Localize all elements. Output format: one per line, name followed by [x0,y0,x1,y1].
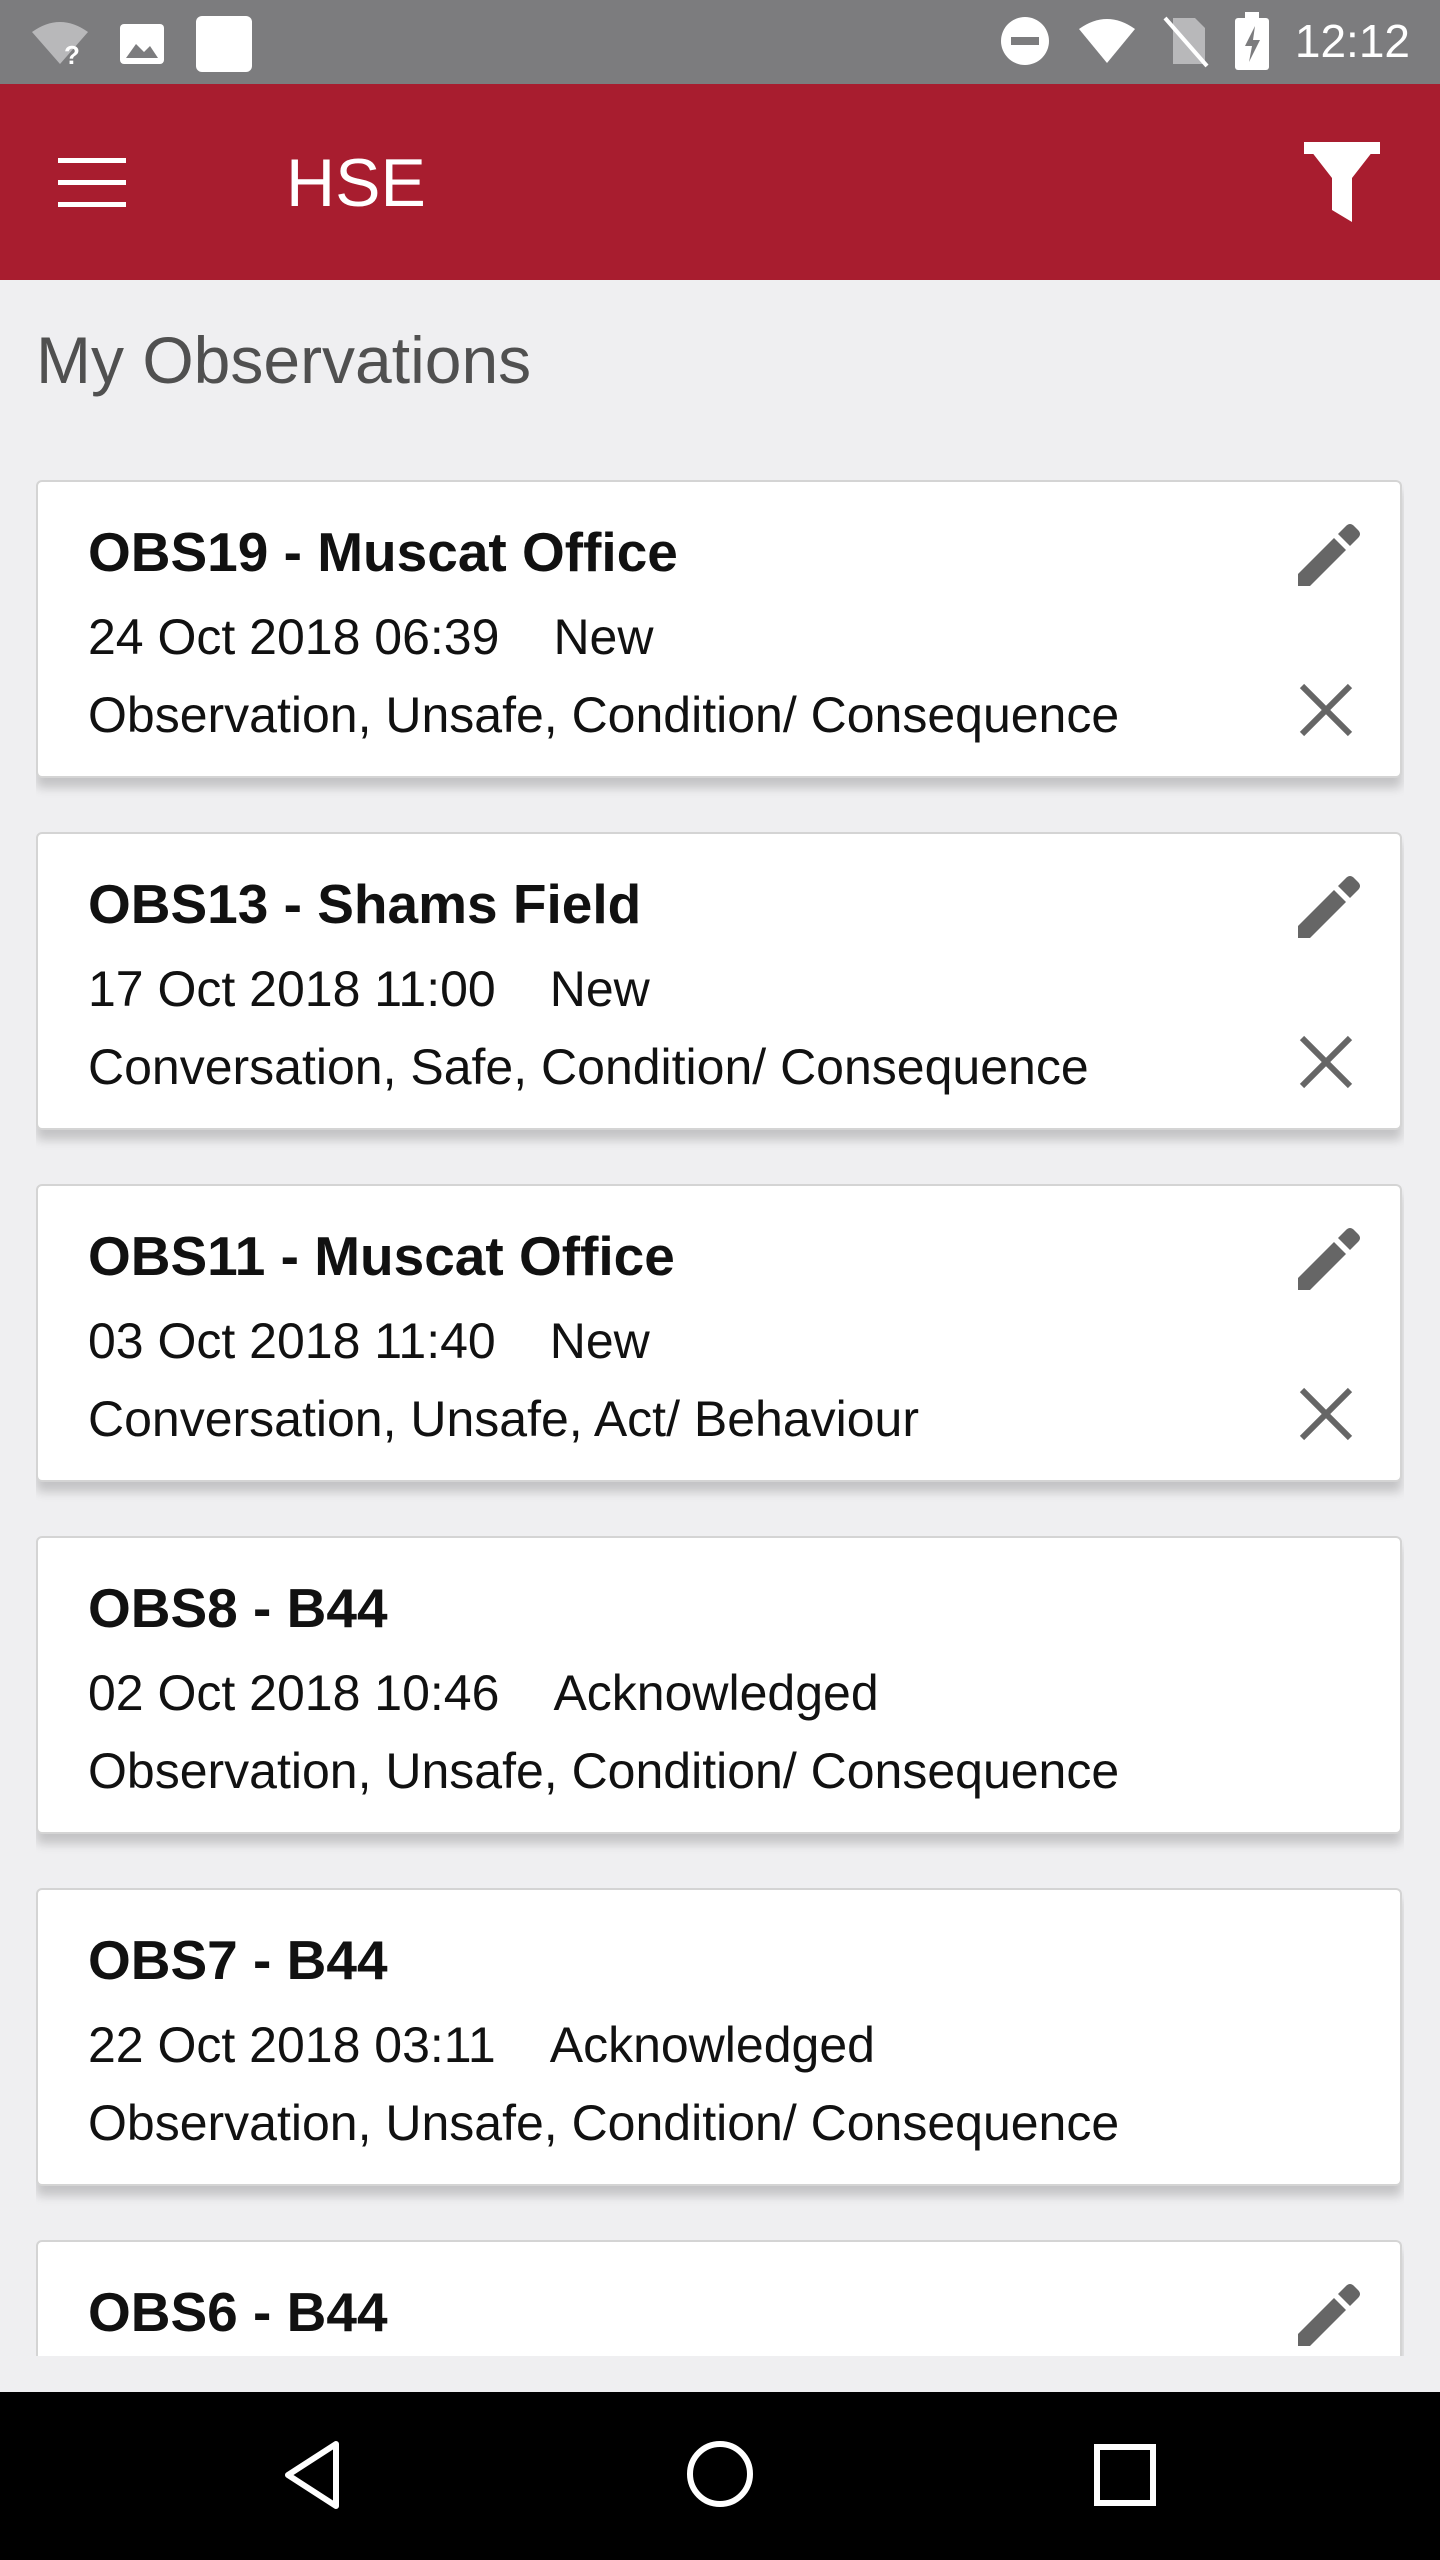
observation-card[interactable] [36,832,1402,1130]
observation-title: OBS6 - B44 [88,2281,388,2343]
observation-details: Conversation, Unsafe, Act/ Behaviour [88,1391,920,1447]
no-sim-icon [1163,14,1209,68]
close-icon[interactable] [1298,682,1354,738]
observation-status: Acknowledged [549,2017,875,2073]
square-icon [194,14,254,74]
observation-status: New [553,609,654,665]
edit-icon[interactable] [1292,874,1362,944]
dnd-icon [999,15,1051,67]
page-title: My Observations [36,323,532,397]
battery-charging-icon [1235,12,1269,70]
svg-text:?: ? [64,40,80,68]
observation-title: OBS8 - B44 [88,1577,388,1639]
observation-card[interactable] [36,480,1402,778]
close-icon[interactable] [1298,1386,1354,1442]
close-icon[interactable] [1298,1034,1354,1090]
observation-status: Acknowledged [553,1665,879,1721]
edit-icon[interactable] [1292,1226,1362,1296]
observation-meta [88,608,653,666]
clock: 12:12 [1294,15,1410,67]
observation-title: OBS13 - Shams Field [88,873,642,935]
observation-details: Observation, Unsafe, Condition/ Consequence [88,687,1120,743]
wifi-icon [1077,17,1137,65]
observation-status: New [549,961,650,1017]
observation-date: 17 Oct 2018 11:00 [88,961,496,1017]
status-bar [0,0,1440,84]
observation-title: OBS19 - Muscat Office [88,521,678,583]
filter-icon[interactable] [1302,140,1382,224]
home-icon[interactable] [686,2440,754,2508]
observation-meta [88,960,650,1018]
app-bar [0,84,1440,280]
observation-details: Observation, Unsafe, Condition/ Consequence [88,2095,1120,2151]
hamburger-menu-icon[interactable] [58,156,130,208]
observation-card[interactable] [36,1888,1402,2186]
observations-list[interactable] [36,480,1404,2356]
observation-title: OBS11 - Muscat Office [88,1225,675,1287]
observation-meta [88,1664,879,1722]
app-title: HSE [286,145,426,221]
image-icon [118,20,166,68]
observation-date: 22 Oct 2018 03:11 [88,2017,496,2073]
wifi-question-icon [30,20,90,68]
observation-date: 24 Oct 2018 06:39 [88,609,500,665]
observation-meta [88,1312,650,1370]
observation-details: Observation, Unsafe, Condition/ Consequence [88,1743,1120,1799]
edit-icon[interactable] [1292,2282,1362,2352]
observation-card[interactable] [36,1536,1402,1834]
observation-card[interactable] [36,2240,1402,2356]
observation-date: 02 Oct 2018 10:46 [88,1665,500,1721]
observation-details: Conversation, Safe, Condition/ Consequence [88,1039,1089,1095]
observation-card[interactable] [36,1184,1402,1482]
observation-title: OBS7 - B44 [88,1929,388,1991]
back-icon[interactable] [282,2440,342,2510]
edit-icon[interactable] [1292,522,1362,592]
navigation-bar [0,2392,1440,2560]
recents-icon[interactable] [1094,2444,1156,2506]
observation-status: New [549,1313,650,1369]
observation-meta [88,2016,875,2074]
observation-date: 03 Oct 2018 11:40 [88,1313,496,1369]
